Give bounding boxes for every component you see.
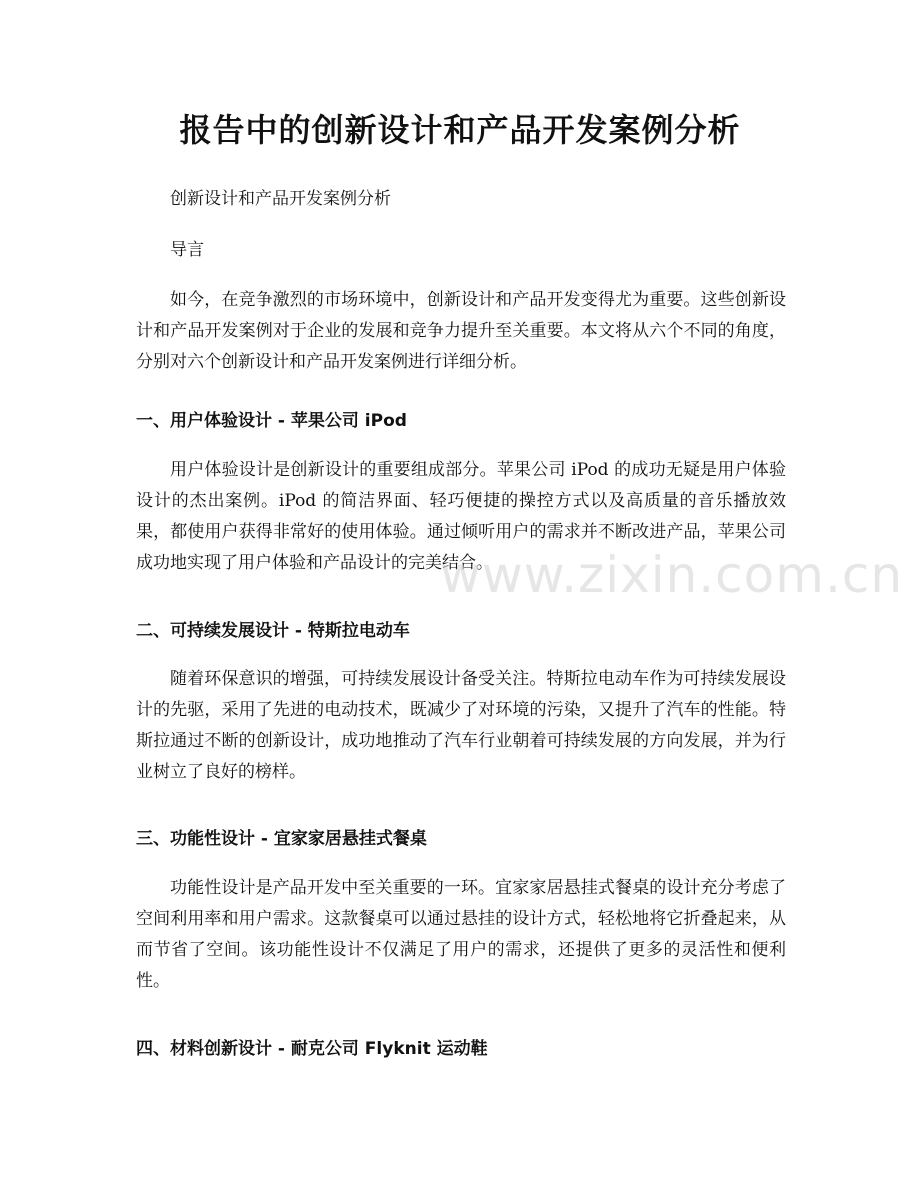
intro-paragraph: 如今，在竞争激烈的市场环境中，创新设计和产品开发变得尤为重要。这些创新设计和产品开发案例对于企业的发展和竞争力提升至关重要。本文将从六个不同的角度，分别对六个创新设计和产品开发案例进行详细分析。: [136, 290, 786, 372]
section-paragraph-3: 功能性设计是产品开发中至关重要的一环。宜家家居悬挂式餐桌的设计充分考虑了空间利用率和用户需求。这款餐桌可以通过悬挂的设计方式，轻松地将它折叠起来，从而节省了空间。该功能性设计不仅满足了用户的需求，还提供了更多的灵活性和便利性。: [136, 878, 786, 991]
section-heading-4: 四、材料创新设计 - 耐克公司 Flyknit 运动鞋: [136, 1039, 488, 1059]
section-paragraph-2: 随着环保意识的增强，可持续发展设计备受关注。特斯拉电动车作为可持续发展设计的先驱，采用了先进的电动技术，既减少了对环境的污染，又提升了汽车的性能。特斯拉通过不断的创新设计，成功地推动了汽车行业朝着可持续发展的方向发展，并为行业树立了良好的榜样。: [136, 669, 786, 782]
section-paragraph-1: 用户体验设计是创新设计的重要组成部分。苹果公司 iPod 的成功无疑是用户体验设计的杰出案例。iPod 的简洁界面、轻巧便捷的操控方式以及高质量的音乐播放效果，都使用户获得非常好的使用体验。通过倾听用户的需求并不断改进产品，苹果公司成功地实现了用户体验和产品设计的完美结合。: [136, 460, 786, 573]
section-heading-3: 三、功能性设计 - 宜家家居悬挂式餐桌: [136, 829, 427, 849]
intro-label: 导言: [170, 240, 204, 260]
document-title: 报告中的创新设计和产品开发案例分析: [179, 111, 741, 149]
section-heading-2: 二、可持续发展设计 - 特斯拉电动车: [136, 621, 410, 641]
document-subtitle: 创新设计和产品开发案例分析: [170, 189, 391, 209]
section-heading-1: 一、用户体验设计 - 苹果公司 iPod: [136, 411, 407, 431]
watermark-text: www.zixin.com.cn: [440, 546, 904, 604]
